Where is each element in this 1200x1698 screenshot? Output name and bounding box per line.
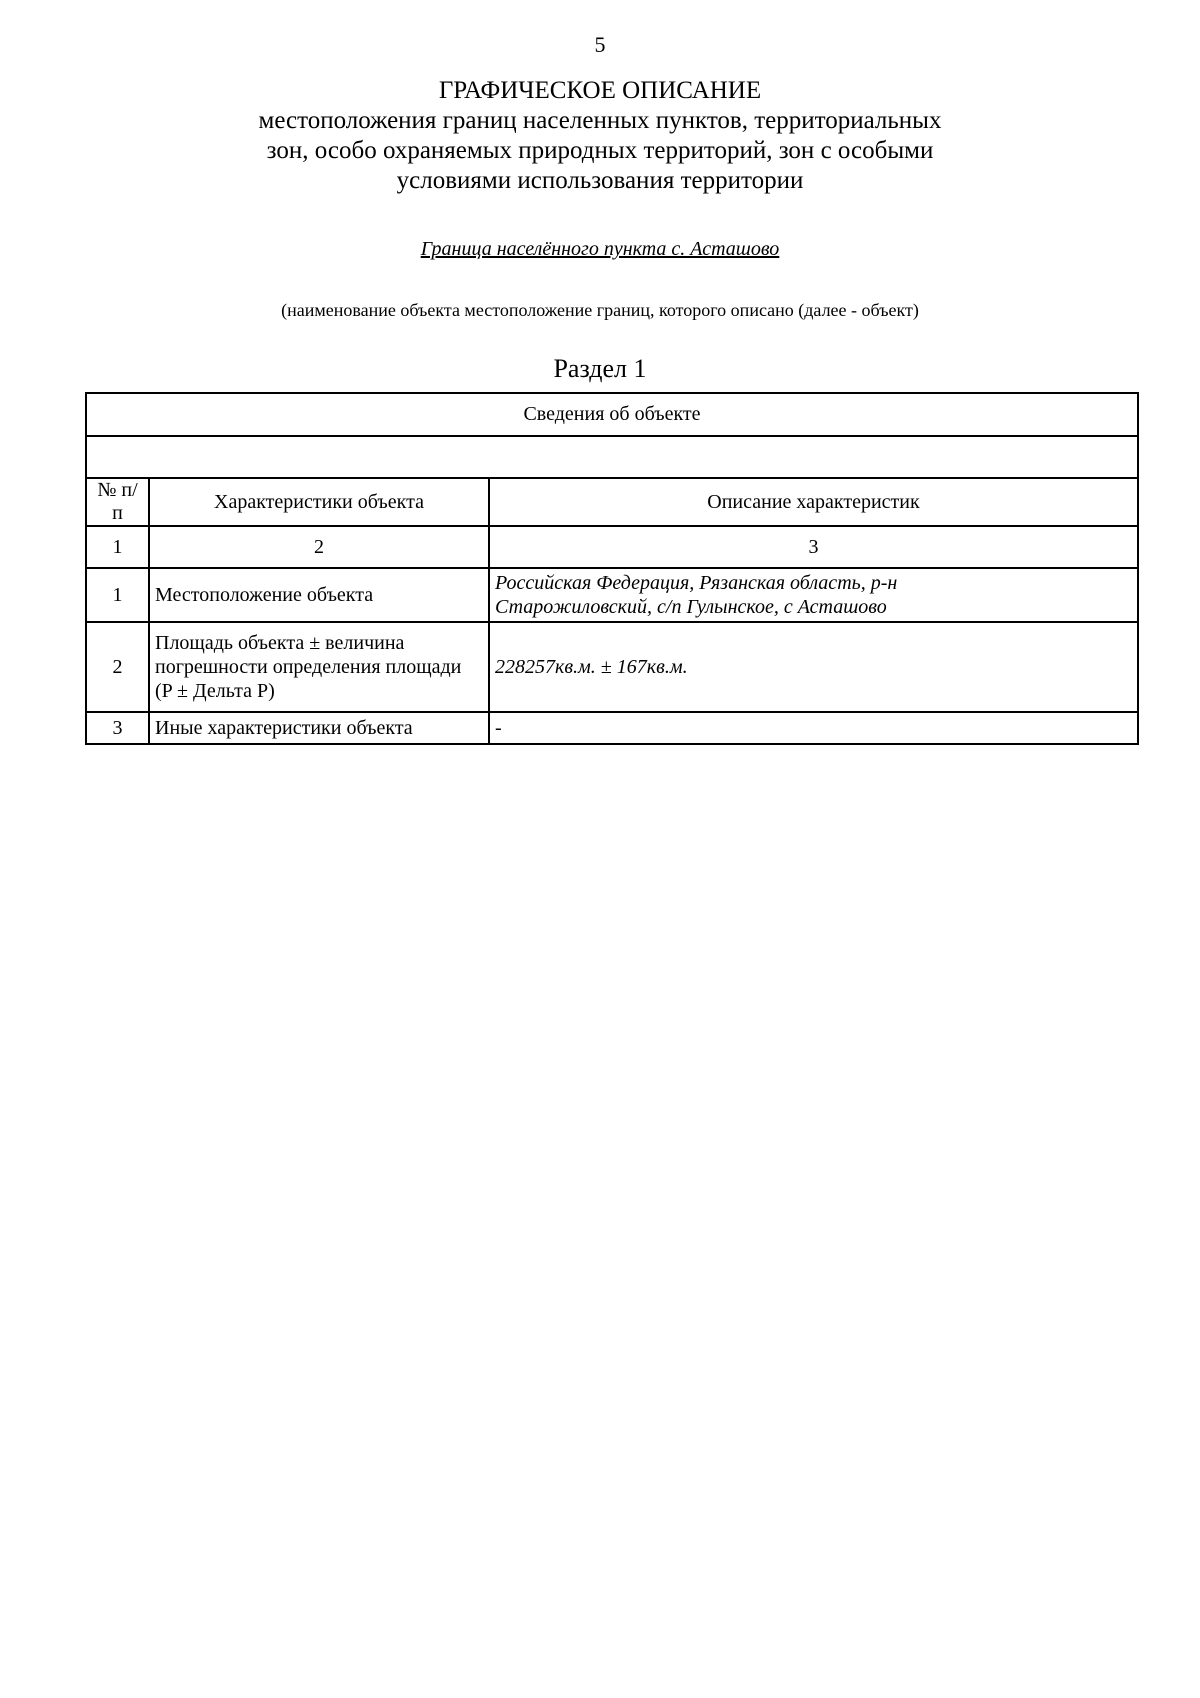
row-number: 3 — [86, 712, 149, 744]
row-characteristic: Иные характеристики объекта — [149, 712, 489, 744]
object-name-text: Граница населённого пункта с. Асташово — [420, 238, 780, 260]
row-description: - — [489, 712, 1138, 744]
table-empty-row — [86, 436, 1138, 478]
document-title — [0, 76, 1200, 196]
row-description-line-2: Старожиловский, с/п Гулынское, с Асташово — [495, 596, 887, 618]
table-column-numbers — [86, 526, 1138, 568]
title-line-3: зон, особо охраняемых природных территорий, зон с особыми — [266, 137, 934, 164]
row-description — [489, 568, 1138, 622]
table-column-headers — [86, 478, 1138, 526]
row-number: 2 — [86, 622, 149, 712]
table-header-row — [86, 393, 1138, 436]
table-row — [86, 568, 1138, 622]
row-description: 228257кв.м. ± 167кв.м. — [489, 622, 1138, 712]
row-description-line-1: Российская Федерация, Рязанская область, р-н — [495, 572, 898, 594]
row-characteristic-line-2: погрешности определения площади — [155, 656, 462, 678]
row-characteristic: Местоположение объекта — [149, 568, 489, 622]
column-header-number: № п/п — [86, 478, 149, 526]
object-caption: (наименование объекта местоположение границ, которого описано (далее - объект) — [281, 300, 919, 320]
table-row — [86, 622, 1138, 712]
row-characteristic — [149, 622, 489, 712]
column-header-description: Описание характеристик — [489, 478, 1138, 526]
column-number-2: 2 — [149, 526, 489, 568]
section-title: Раздел 1 — [553, 354, 647, 383]
row-number: 1 — [86, 568, 149, 622]
title-line-4: условиями использования территории — [396, 167, 804, 194]
row-characteristic-line-3: (P ± Дельта P) — [155, 680, 275, 702]
object-name — [0, 238, 1200, 261]
object-info-table — [85, 392, 1139, 745]
column-header-characteristics: Характеристики объекта — [149, 478, 489, 526]
title-line-1: ГРАФИЧЕСКОЕ ОПИСАНИЕ — [438, 77, 762, 104]
row-characteristic-line-1: Площадь объекта ± величина — [155, 632, 405, 654]
title-line-2: местоположения границ населенных пунктов, территориальных — [258, 107, 942, 134]
page-number: 5 — [594, 32, 606, 57]
table-empty-cell — [86, 436, 1138, 478]
table-row — [86, 712, 1138, 744]
column-number-1: 1 — [86, 526, 149, 568]
table-header: Сведения об объекте — [86, 393, 1138, 436]
column-number-3: 3 — [489, 526, 1138, 568]
